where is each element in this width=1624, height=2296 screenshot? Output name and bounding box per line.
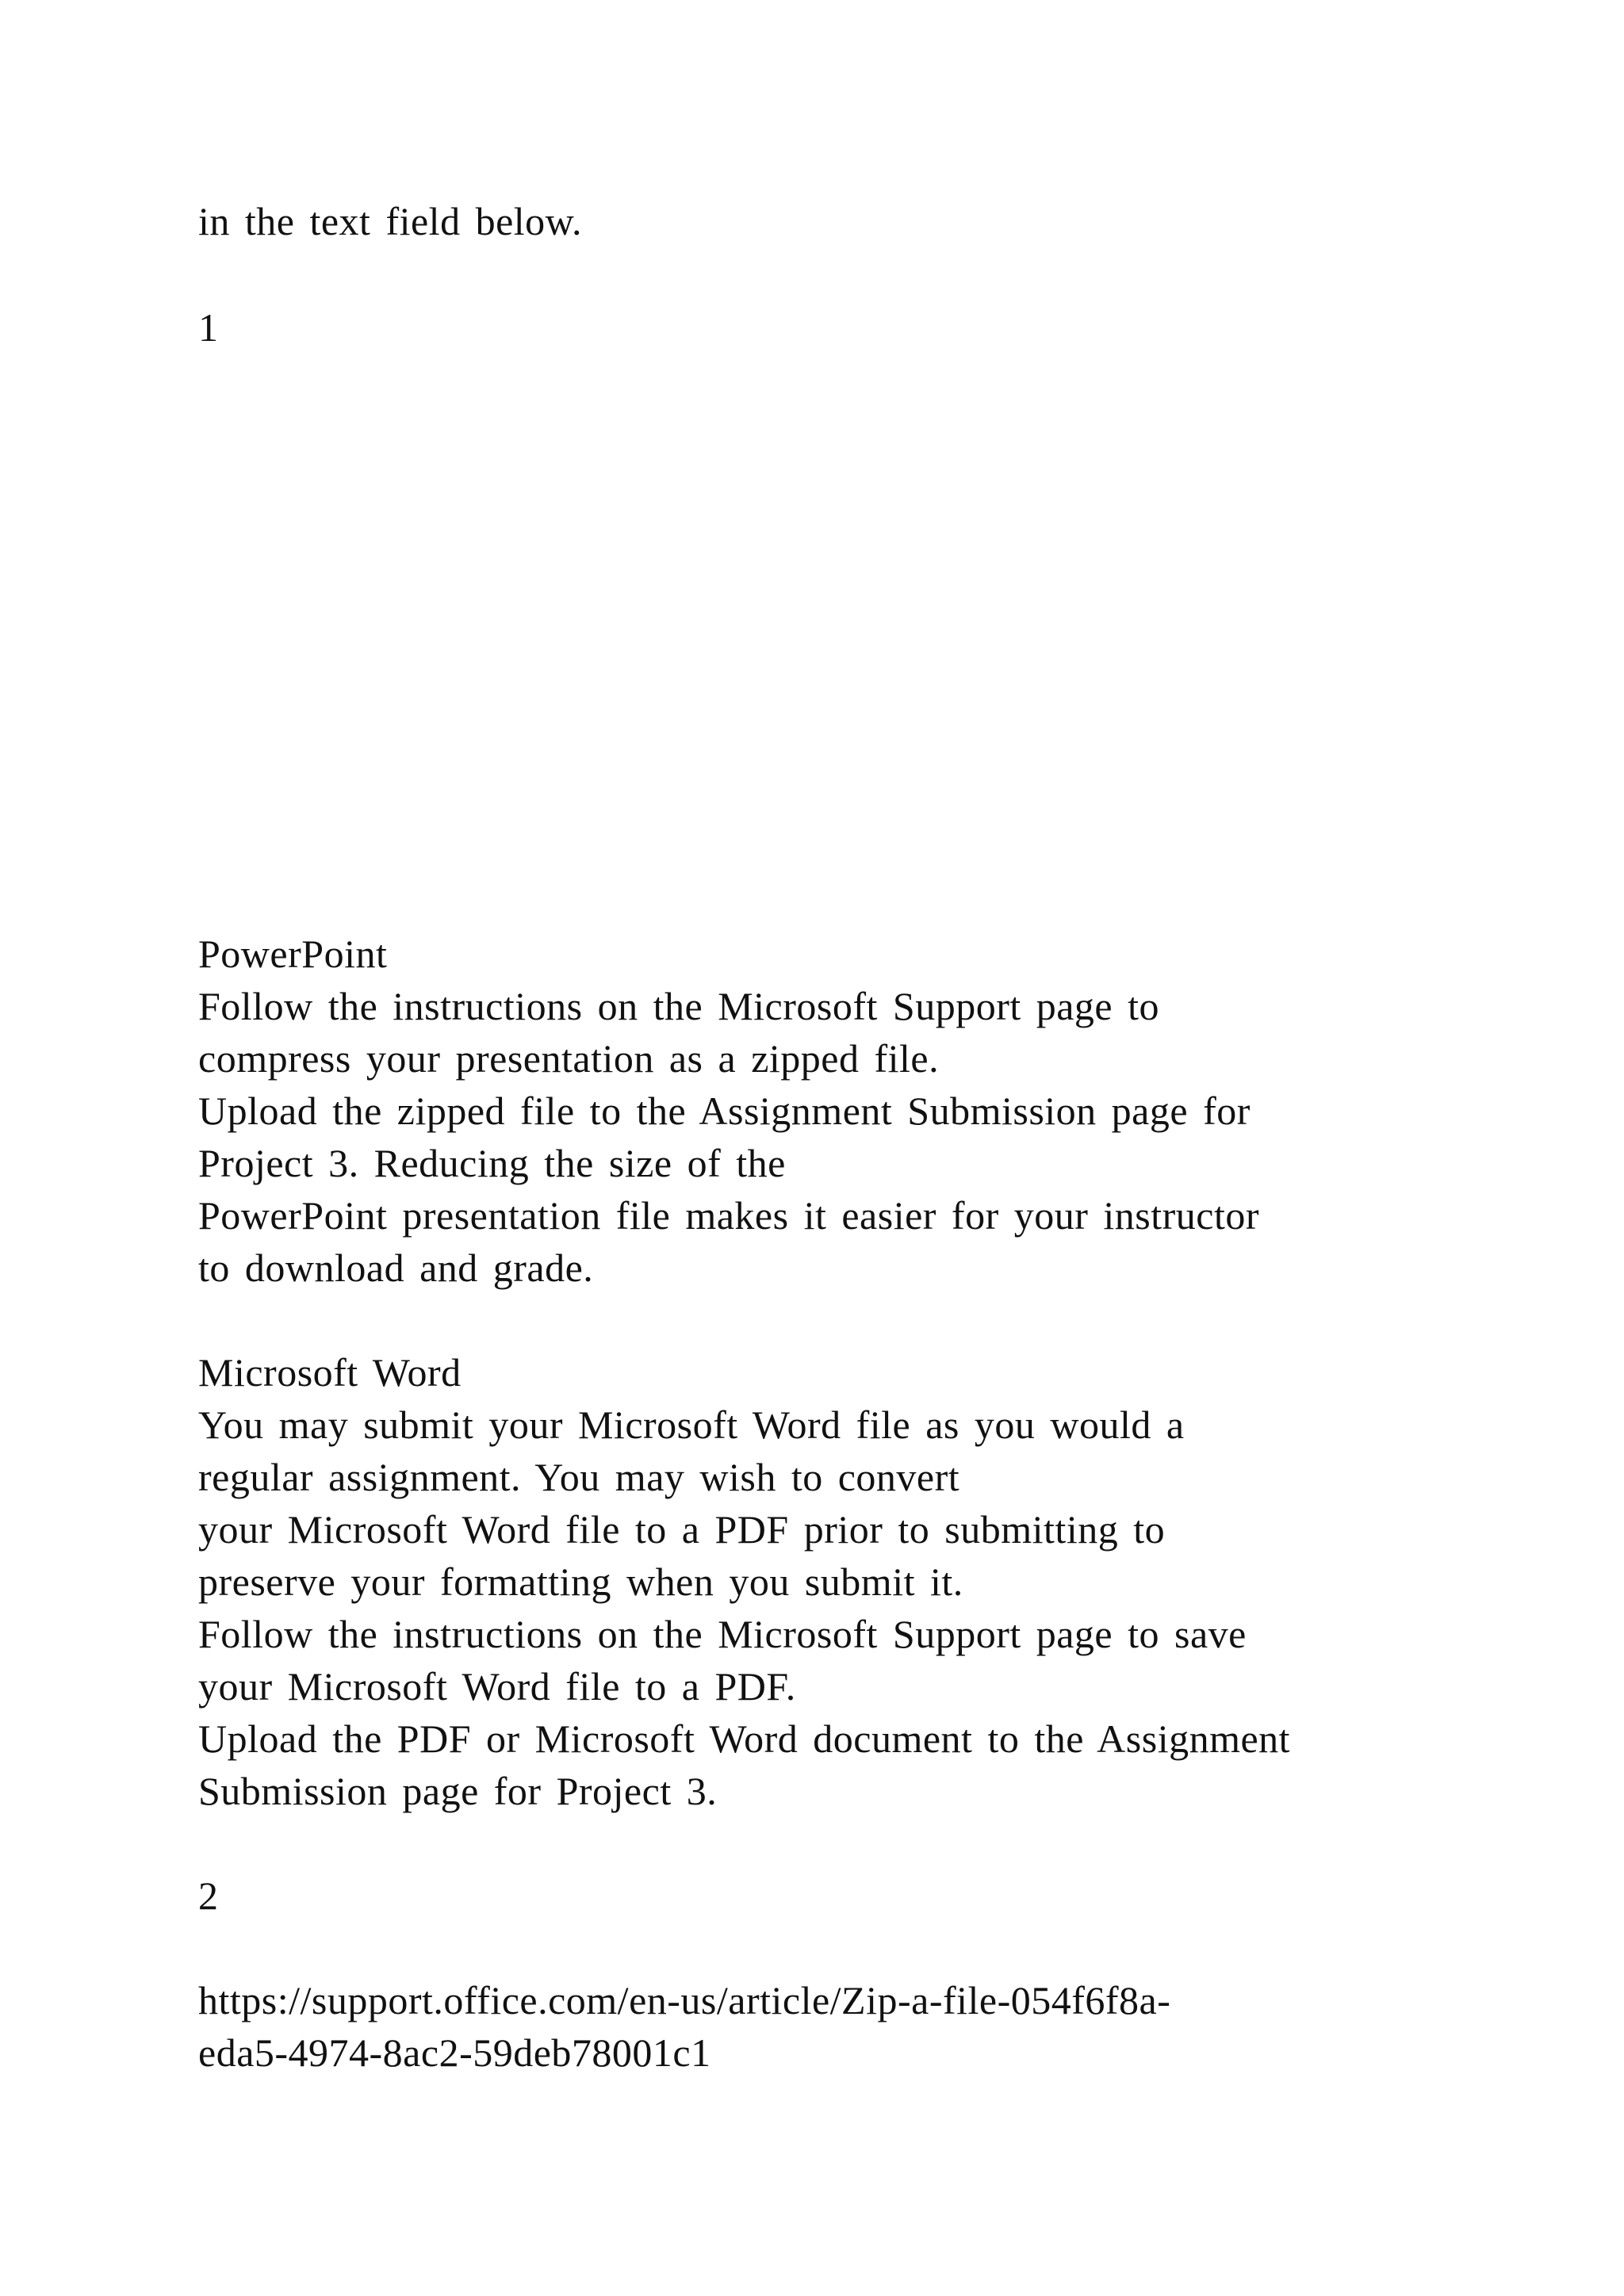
word-paragraph-line: Upload the PDF or Microsoft Word document to the Assignment bbox=[198, 1716, 1291, 1761]
footnote-marker-2: 2 bbox=[198, 1873, 219, 1918]
footnote-marker-1: 1 bbox=[198, 305, 219, 350]
word-paragraph-line: Follow the instructions on the Microsoft Support page to save bbox=[198, 1612, 1247, 1656]
powerpoint-paragraph-line: to download and grade. bbox=[198, 1246, 594, 1290]
word-paragraph-line: your Microsoft Word file to a PDF. bbox=[198, 1664, 796, 1709]
word-paragraph-line: Submission page for Project 3. bbox=[198, 1769, 718, 1813]
word-heading: Microsoft Word bbox=[198, 1350, 462, 1395]
url-line: https://support.office.com/en-us/article/Zip-a-file-054f6f8a- bbox=[198, 1978, 1171, 2022]
powerpoint-paragraph-line: Follow the instructions on the Microsoft Support page to bbox=[198, 984, 1160, 1028]
powerpoint-paragraph-line: Project 3. Reducing the size of the bbox=[198, 1141, 786, 1185]
intro-line: in the text field below. bbox=[198, 199, 583, 243]
word-paragraph-line: your Microsoft Word file to a PDF prior to submitting to bbox=[198, 1507, 1166, 1552]
powerpoint-paragraph-line: PowerPoint presentation file makes it easier for your instructor bbox=[198, 1193, 1260, 1238]
word-paragraph-line: regular assignment. You may wish to convert bbox=[198, 1455, 960, 1499]
powerpoint-paragraph-line: Upload the zipped file to the Assignment Submission page for bbox=[198, 1089, 1251, 1133]
url-line: eda5-4974-8ac2-59deb78001c1 bbox=[198, 2030, 711, 2075]
word-paragraph-line: You may submit your Microsoft Word file as you would a bbox=[198, 1402, 1185, 1447]
word-paragraph-line: preserve your formatting when you submit it. bbox=[198, 1559, 963, 1604]
powerpoint-heading: PowerPoint bbox=[198, 932, 388, 976]
powerpoint-paragraph-line: compress your presentation as a zipped file. bbox=[198, 1036, 940, 1081]
